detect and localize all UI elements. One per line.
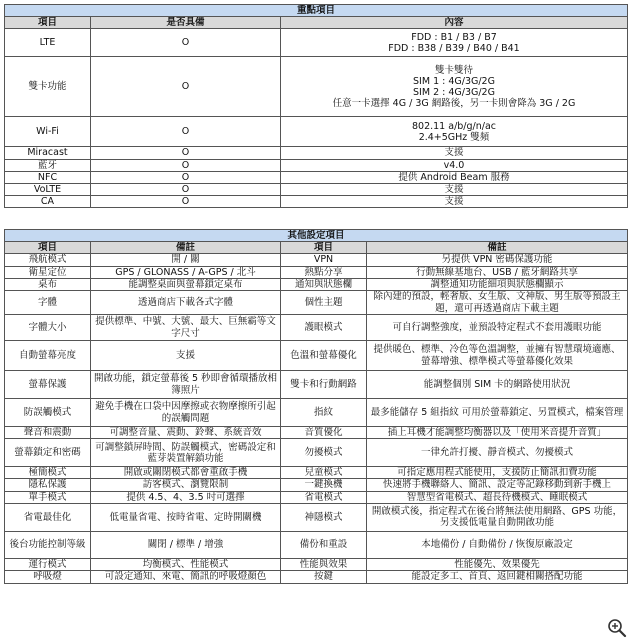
setting-note: GPS / GLONASS / A-GPS / 北斗 — [91, 266, 281, 278]
item-content — [281, 147, 628, 159]
setting-name: 極簡模式 — [5, 467, 91, 479]
setting-note: 一律允許打擾、靜音模式、勿擾模式 — [367, 439, 628, 467]
table-row — [5, 29, 628, 57]
table-row — [5, 491, 628, 503]
column-header: 項目 — [281, 242, 367, 254]
content-line: 提供 Android Beam 服務 — [398, 171, 510, 183]
setting-note: 能調整桌面與螢幕鎖定桌布 — [91, 278, 281, 290]
setting-note: 開啟或關閉模式都會重啟手機 — [91, 467, 281, 479]
table-row — [5, 117, 628, 147]
item-name: Miracast — [5, 147, 91, 159]
setting-name: 字體大小 — [5, 315, 91, 341]
setting-note: 可調整音量、震動、鈴聲、系統音效 — [91, 427, 281, 439]
item-content — [281, 29, 628, 57]
setting-name: 色溫和螢幕優化 — [281, 341, 367, 371]
setting-name: 按鍵 — [281, 571, 367, 584]
table-row — [5, 341, 628, 371]
setting-name: 備份和重設 — [281, 531, 367, 558]
table-row — [5, 278, 628, 290]
key-header-row — [5, 17, 628, 29]
setting-note: 可調整鎖屏時間、防誤觸模式，密碼設定和藍芽裝置解鎖功能 — [91, 439, 281, 467]
setting-name: VPN — [281, 254, 367, 266]
setting-note: 開 / 關 — [91, 254, 281, 266]
setting-name: 兒童模式 — [281, 467, 367, 479]
column-header: 項目 — [5, 242, 91, 254]
availability-mark: O — [91, 29, 281, 57]
availability-mark: O — [91, 196, 281, 208]
setting-name: 衛星定位 — [5, 266, 91, 278]
availability-mark: O — [91, 184, 281, 196]
item-content — [281, 171, 628, 183]
setting-note: 能設定多工、首頁、返回鍵相關搭配功能 — [367, 571, 628, 584]
setting-note: 快速將手機聯絡人、簡訊、設定等記錄移動到新手機上 — [367, 479, 628, 491]
setting-name: 通知與狀態欄 — [281, 278, 367, 290]
table-row — [5, 371, 628, 399]
item-name: 藍牙 — [5, 159, 91, 171]
table-row — [5, 427, 628, 439]
setting-note: 可指定應用程式能使用，支援防止簡訊扣費功能 — [367, 467, 628, 479]
table-row — [5, 254, 628, 266]
setting-note: 可自行調整強度，並預設特定程式不套用護眼功能 — [367, 315, 628, 341]
setting-note: 本地備份 / 自動備份 / 恢復原廠設定 — [367, 531, 628, 558]
setting-name: 一鍵換機 — [281, 479, 367, 491]
column-header: 備註 — [367, 242, 628, 254]
item-name: NFC — [5, 171, 91, 183]
setting-note: 提供 4.5、4、3.5 吋可選擇 — [91, 491, 281, 503]
setting-name: 指紋 — [281, 399, 367, 427]
key-title-row — [5, 5, 628, 17]
setting-note: 支援 — [91, 341, 281, 371]
content-line: FDD : B1 / B3 / B7 — [411, 31, 497, 43]
content-line: 802.11 a/b/g/n/ac — [411, 120, 496, 132]
setting-note: 低電量省電、按時省電、定時開關機 — [91, 503, 281, 531]
table-row — [5, 467, 628, 479]
table-row — [5, 171, 628, 183]
item-name: VoLTE — [5, 184, 91, 196]
setting-name: 性能與效果 — [281, 558, 367, 570]
other-header-row — [5, 242, 628, 254]
setting-name: 神隱模式 — [281, 503, 367, 531]
setting-note: 關閉 / 標準 / 增強 — [91, 531, 281, 558]
content-line: v4.0 — [443, 159, 465, 171]
setting-note: 調整通知功能細項與狀態欄顯示 — [367, 278, 628, 290]
item-name: Wi-Fi — [5, 117, 91, 147]
column-header: 項目 — [5, 17, 91, 29]
other-settings-table — [4, 229, 628, 584]
setting-note: 最多能儲存 5 組指紋 可用於螢幕鎖定、另置模式，檔案管理 — [367, 399, 628, 427]
setting-name: 音質優化 — [281, 427, 367, 439]
setting-note: 行動無線基地台、USB / 藍牙網路共享 — [367, 266, 628, 278]
setting-name: 桌布 — [5, 278, 91, 290]
table-row — [5, 266, 628, 278]
setting-name: 字體 — [5, 291, 91, 315]
content-line: 雙卡雙待 — [434, 64, 473, 76]
setting-name: 後台功能控制等級 — [5, 531, 91, 558]
availability-mark: O — [91, 147, 281, 159]
table-row — [5, 479, 628, 491]
content-line: 任意一卡選擇 4G / 3G 網路後，另一卡則會降為 3G / 2G — [332, 98, 576, 110]
content-line: 2.4+5GHz 雙頻 — [418, 131, 490, 143]
content-line: 支援 — [444, 196, 464, 208]
setting-name: 省電最佳化 — [5, 503, 91, 531]
setting-note: 智慧型省電模式、超長待機模式、睡眠模式 — [367, 491, 628, 503]
item-content — [281, 196, 628, 208]
content-line: 支援 — [444, 184, 464, 196]
availability-mark: O — [91, 117, 281, 147]
setting-name: 勿擾模式 — [281, 439, 367, 467]
item-content — [281, 159, 628, 171]
setting-name: 呼吸燈 — [5, 571, 91, 584]
content-line: SIM 1 : 4G/3G/2G — [413, 75, 495, 87]
content-line: FDD : B38 / B39 / B40 / B41 — [388, 42, 520, 54]
table-row — [5, 531, 628, 558]
table-row — [5, 159, 628, 171]
setting-note: 可設定通知、來電、簡訊的呼吸燈顏色 — [91, 571, 281, 584]
setting-name: 熱點分享 — [281, 266, 367, 278]
item-name: LTE — [5, 29, 91, 57]
availability-mark: O — [91, 57, 281, 117]
availability-mark: O — [91, 159, 281, 171]
content-line: SIM 2 : 4G/3G/2G — [413, 86, 495, 98]
column-header: 內容 — [281, 17, 628, 29]
table-row — [5, 57, 628, 117]
column-header: 備註 — [91, 242, 281, 254]
setting-name: 自動螢幕亮度 — [5, 341, 91, 371]
setting-note: 另提供 VPN 密碼保護功能 — [367, 254, 628, 266]
setting-note: 透過商店下載各式字體 — [91, 291, 281, 315]
setting-name: 個性主題 — [281, 291, 367, 315]
setting-name: 護眼模式 — [281, 315, 367, 341]
setting-note: 訪客模式、瀏覽限制 — [91, 479, 281, 491]
setting-name: 省電模式 — [281, 491, 367, 503]
other-title-row — [5, 230, 628, 242]
table-row — [5, 558, 628, 570]
setting-note: 提供標準、中號、大號、最大、巨無霸等文字尺寸 — [91, 315, 281, 341]
table-row — [5, 399, 628, 427]
setting-note: 性能優先、效果優先 — [367, 558, 628, 570]
table-row — [5, 571, 628, 584]
content-line: 支援 — [444, 147, 464, 159]
table-row — [5, 291, 628, 315]
setting-name: 隱私保護 — [5, 479, 91, 491]
setting-note: 除內建的預設，輕奢版、女生版、文神版、男生版等預設主題，還可再透過商店下載主題 — [367, 291, 628, 315]
column-header: 是否具備 — [91, 17, 281, 29]
table-row — [5, 315, 628, 341]
setting-note: 能調整個別 SIM 卡的網路使用狀況 — [367, 371, 628, 399]
item-name: CA — [5, 196, 91, 208]
setting-name: 運行模式 — [5, 558, 91, 570]
table-row — [5, 184, 628, 196]
section-title: 重點項目 — [5, 5, 628, 17]
table-row — [5, 439, 628, 467]
setting-name: 螢幕鎖定和密碼 — [5, 439, 91, 467]
key-items-table — [4, 4, 628, 208]
item-name: 雙卡功能 — [5, 57, 91, 117]
setting-note: 插上耳機才能調整均衡器以及「使用米音提升音質」 — [367, 427, 628, 439]
setting-name: 螢幕保護 — [5, 371, 91, 399]
zoom-in-icon[interactable] — [607, 618, 627, 638]
setting-name: 防誤觸模式 — [5, 399, 91, 427]
item-content — [281, 57, 628, 117]
setting-name: 單手模式 — [5, 491, 91, 503]
setting-note: 提供暖色、標準、冷色等色溫調整，並擁有智慧環境適應、螢幕增強、標準模式等螢幕優化效果 — [367, 341, 628, 371]
setting-note: 避免手機在口袋中因摩擦或衣物摩擦所引起的誤觸問題 — [91, 399, 281, 427]
item-content — [281, 117, 628, 147]
section-title: 其他設定項目 — [5, 230, 628, 242]
item-content — [281, 184, 628, 196]
setting-note: 開啟模式後，指定程式在後台將無法使用網路、GPS 功能，另支援低電量自動開啟功能 — [367, 503, 628, 531]
setting-name: 飛航模式 — [5, 254, 91, 266]
setting-note: 均衡模式、性能模式 — [91, 558, 281, 570]
table-row — [5, 503, 628, 531]
setting-note: 開啟功能，鎖定螢幕後 5 秒即會循環播放相簿照片 — [91, 371, 281, 399]
table-row — [5, 196, 628, 208]
table-row — [5, 147, 628, 159]
availability-mark: O — [91, 171, 281, 183]
setting-name: 雙卡和行動網路 — [281, 371, 367, 399]
setting-name: 聲音和震動 — [5, 427, 91, 439]
